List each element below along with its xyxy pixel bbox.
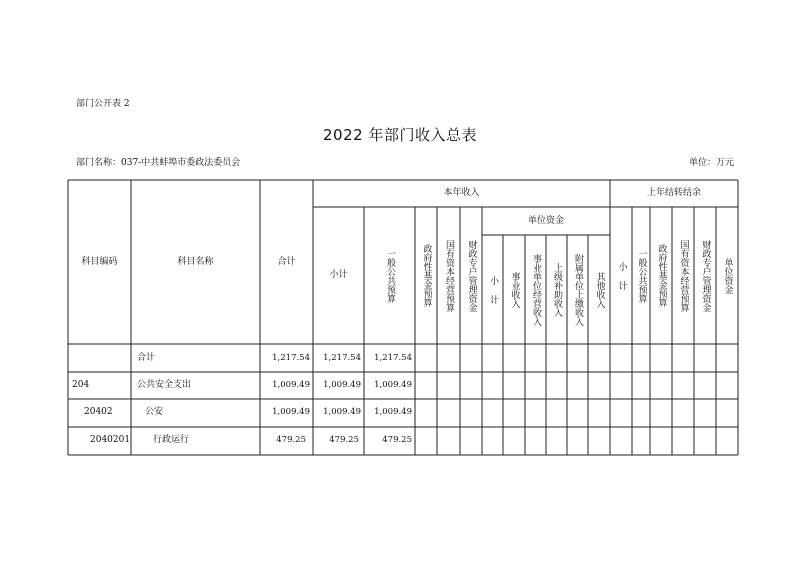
- row-total-general: 1,217.54: [374, 353, 412, 363]
- header-general-budget: [364, 207, 415, 344]
- row-2040201-general: 479.25: [382, 435, 412, 445]
- header-operating-income-text: 事业单位经营收入: [531, 253, 541, 326]
- row-2040201-subtotal: 479.25: [329, 435, 359, 445]
- unit-label: 单位：万元: [688, 158, 734, 168]
- header-co-state-capital: [672, 207, 694, 344]
- row-20402-subtotal: 1,009.49: [323, 407, 361, 417]
- row-204-general: 1,009.49: [374, 380, 412, 390]
- row-total-total: 1,217.54: [272, 353, 310, 363]
- header-affiliated-remit-text: 附属单位上缴收入: [573, 253, 583, 326]
- row-20402-general: 1,009.49: [374, 407, 412, 417]
- header-state-capital-text: 国有资本经营预算: [444, 239, 454, 312]
- header-subtotal: 小计: [329, 270, 348, 280]
- row-20402-name: 公安: [145, 407, 164, 417]
- header-fiscal-special-text: 财政专户管理资金: [466, 239, 477, 312]
- row-20402-total: 1,009.49: [272, 407, 310, 417]
- header-carryover: 上年结转结余: [646, 188, 701, 198]
- header-other-income-text: 其他收入: [594, 271, 605, 308]
- row-2040201-total: 479.25: [276, 435, 306, 445]
- row-total-subtotal: 1,217.54: [323, 353, 361, 363]
- row-total-name: [131, 353, 155, 364]
- row-204-total: 1,009.49: [272, 380, 310, 390]
- department-name: 部门名称：037-中共蚌埠市委政法委员会: [76, 158, 241, 168]
- header-current-year: 本年收入: [443, 188, 480, 198]
- row-2040201-code: 2040201: [90, 435, 131, 445]
- header-superior-subsidy-text: 上级补助收入: [552, 262, 562, 317]
- header-business-income-text: 事业收入: [509, 271, 520, 308]
- table-number: 部门公开表 2: [76, 99, 130, 109]
- header-gov-fund: [415, 207, 437, 344]
- header-co-unit-funds-text: 单位资金: [722, 257, 733, 294]
- header-superior-subsidy: [546, 235, 567, 344]
- row-204-code: 204: [72, 380, 90, 390]
- row-204-name: 公共安全支出: [137, 380, 192, 390]
- header-co-gov-fund-text: 政府性基金预算: [656, 244, 667, 307]
- header-co-fiscal-special-text: 财政专户管理资金: [700, 239, 711, 312]
- header-uf-subtotal-text: 小 计: [488, 275, 498, 304]
- header-fiscal-special: [460, 207, 482, 344]
- header-business-income: [503, 235, 525, 344]
- header-gov-fund-text: 政府性基金预算: [421, 244, 432, 307]
- header-total: 合计: [277, 256, 296, 267]
- header-other-income: [588, 235, 610, 344]
- header-unit-funds: 单位资金: [527, 215, 564, 226]
- header-co-fiscal-special: [694, 207, 716, 344]
- header-co-subtotal: [610, 207, 632, 344]
- header-name: 科目名称: [177, 256, 214, 267]
- row-2040201-name: 行政运行: [153, 435, 190, 445]
- row-204-subtotal: 1,009.49: [323, 380, 361, 390]
- header-general-budget-text: 一般公共预算: [385, 248, 395, 303]
- row-total-name-text: 合计: [137, 353, 156, 363]
- header-co-gov-fund: [650, 207, 672, 344]
- header-co-subtotal-text: 小 计: [616, 261, 627, 290]
- header-co-unit-funds: [716, 207, 738, 344]
- header-state-capital: [437, 207, 460, 344]
- header-uf-subtotal: [482, 235, 503, 344]
- header-affiliated-remit: [567, 235, 588, 344]
- document-title: 2022 年部门收入总表: [323, 126, 477, 144]
- header-co-state-capital-text: 国有资本经营预算: [678, 239, 689, 312]
- header-operating-income: [525, 235, 546, 344]
- row-20402-code: 20402: [84, 407, 113, 417]
- header-co-general: [632, 207, 650, 344]
- header-code: 科目编码: [81, 256, 118, 267]
- header-co-general-text: 一般公共预算: [636, 248, 647, 303]
